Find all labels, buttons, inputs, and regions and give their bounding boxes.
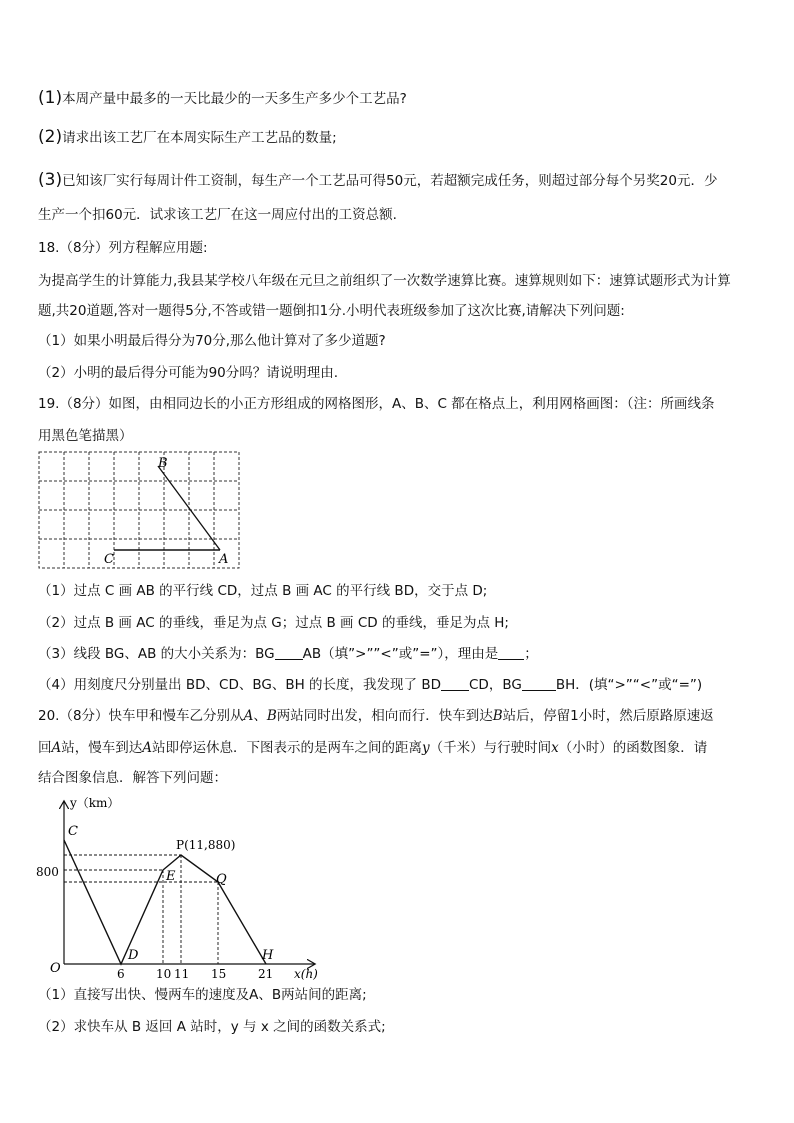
q20-line2 bbox=[38, 738, 707, 758]
q17-part2-number: (2) bbox=[38, 127, 63, 147]
q20-sub2: （2）求快车从 B 返回 A 站时，y 与 x 之间的函数关系式; bbox=[38, 1019, 386, 1035]
point-C-label: C bbox=[68, 824, 78, 839]
guide-lines bbox=[64, 855, 218, 964]
q19-grid-figure bbox=[36, 449, 246, 571]
q19-sub4-c: BH．(填“>”“<”或“=”) bbox=[555, 677, 703, 693]
x-tick-6: 6 bbox=[117, 967, 125, 981]
x-tick-11: 11 bbox=[174, 967, 190, 981]
y-tick-800: 800 bbox=[36, 865, 59, 879]
q20-line2-A: A bbox=[51, 740, 62, 756]
q17-part3-number: (3) bbox=[38, 170, 63, 190]
q19-sub4-b: CD，BG bbox=[469, 677, 522, 693]
q19-sub3-c: ； bbox=[524, 646, 538, 662]
q18-sub2: （2）小明的最后得分可能为90分吗？请说明理由. bbox=[38, 365, 339, 381]
q20-line3: 结合图象信息．解答下列问题： bbox=[38, 770, 227, 786]
x-axis-label: x(h) bbox=[294, 967, 318, 981]
q20-line2-y: y bbox=[422, 740, 430, 756]
q19-sub3-b: AB（填”>””<”或”=”），理由是 bbox=[302, 646, 499, 662]
q17-part3-text-a: 已知该厂实行每周计件工资制，每生产一个工艺品可得50元，若超额完成任务，则超过部分每个另奖20元．少 bbox=[62, 173, 718, 189]
q19-header-b: 用黑色笔描黑） bbox=[38, 428, 133, 444]
q20-function-graph bbox=[30, 792, 330, 982]
q19-sub4-a: （4）用刻度尺分别量出 BD、CD、BG、BH 的长度，我发现了 BD bbox=[38, 677, 441, 693]
q20-line1-b: 、 bbox=[253, 708, 267, 724]
q19-sub1: （1）过点 C 画 AB 的平行线 CD，过点 B 画 AC 的平行线 BD，交于点 D; bbox=[38, 583, 488, 599]
q19-sub3 bbox=[38, 644, 538, 664]
q17-part2 bbox=[38, 127, 337, 148]
x-tick-21: 21 bbox=[258, 967, 274, 981]
q20-line1 bbox=[38, 706, 714, 726]
q20-line2-c: 站即停运休息．下图表示的是两车之间的距离 bbox=[152, 740, 422, 756]
point-D-label: D bbox=[128, 948, 139, 963]
q20-line2-a: 回 bbox=[38, 740, 52, 756]
q17-part3 bbox=[38, 170, 717, 191]
label-C: C bbox=[104, 552, 114, 567]
q18-para-a: 为提高学生的计算能力,我县某学校八年级在元旦之前组织了一次数学速算比赛。速算规则如下：速算试题形式为计算 bbox=[38, 273, 731, 289]
q17-part1-number: (1) bbox=[38, 88, 63, 108]
q17-part2-text: 请求出该工艺厂在本周实际生产工艺品的数量; bbox=[62, 130, 337, 146]
q19-blank-2[interactable] bbox=[498, 645, 524, 660]
distance-graph-line bbox=[64, 840, 266, 964]
q20-line2-x: x bbox=[551, 740, 559, 756]
q19-blank-1[interactable] bbox=[275, 645, 303, 660]
q20-line1-A: A bbox=[243, 708, 254, 724]
q18-para-b: 题,共20道题,答对一题得5分,不答或错一题倒扣1分.小明代表班级参加了这次比赛,请解决下列问题: bbox=[38, 303, 625, 319]
q20-sub1: （1）直接写出快、慢两车的速度及A、B两站间的距离; bbox=[38, 987, 367, 1003]
q19-sub2: （2）过点 B 画 AC 的垂线，垂足为点 G；过点 B 画 CD 的垂线，垂足为点 H; bbox=[38, 615, 509, 631]
q20-line2-e: （小时）的函数图象．请 bbox=[558, 740, 708, 756]
q20-line2-d: （千米）与行驶时间 bbox=[429, 740, 552, 756]
x-tick-15: 15 bbox=[211, 967, 227, 981]
x-tick-10: 10 bbox=[156, 967, 172, 981]
q19-blank-3[interactable] bbox=[441, 676, 469, 691]
q20-line2-b: 站，慢车到达 bbox=[61, 740, 143, 756]
label-A: A bbox=[219, 552, 229, 567]
q20-line1-a: 20.（8分）快车甲和慢车乙分别从 bbox=[38, 708, 244, 724]
q20-line1-B2: B bbox=[492, 708, 503, 724]
q17-part1 bbox=[38, 88, 407, 109]
q20-line2-A2: A bbox=[142, 740, 152, 756]
q20-line1-c: 两站同时出发，相向而行．快车到达 bbox=[276, 708, 493, 724]
q18-sub1: （1）如果小明最后得分为70分,那么他计算对了多少道题? bbox=[38, 333, 386, 349]
origin-label: O bbox=[50, 961, 61, 976]
q19-sub4 bbox=[38, 675, 702, 695]
point-H-label: H bbox=[262, 948, 274, 963]
point-Q-label: Q bbox=[216, 872, 227, 887]
point-P-label: P(11,880) bbox=[176, 838, 236, 852]
q20-line1-B: B bbox=[266, 708, 277, 724]
q19-sub3-a: （3）线段 BG、AB 的大小关系为：BG bbox=[38, 646, 275, 662]
q19-blank-4[interactable] bbox=[522, 676, 556, 691]
q20-line1-d: 站后，停留1小时，然后原路原速返 bbox=[502, 708, 714, 724]
point-E-label: E bbox=[166, 869, 176, 884]
q19-header-a: 19.（8分）如图，由相同边长的小正方形组成的网格图形，A、B、C 都在格点上，利用网格画图：（注：所画线条 bbox=[38, 396, 715, 412]
q17-part3-cont bbox=[38, 205, 397, 225]
label-B: B bbox=[158, 456, 168, 471]
q18-header: 18.（8分）列方程解应用题: bbox=[38, 240, 208, 256]
q17-part3-text-b: 生产一个扣60元．试求该工艺厂在这一周应付出的工资总额. bbox=[38, 207, 397, 223]
q17-part1-text: 本周产量中最多的一天比最少的一天多生产多少个工艺品? bbox=[62, 91, 407, 107]
y-axis-label: y（km） bbox=[70, 796, 120, 810]
